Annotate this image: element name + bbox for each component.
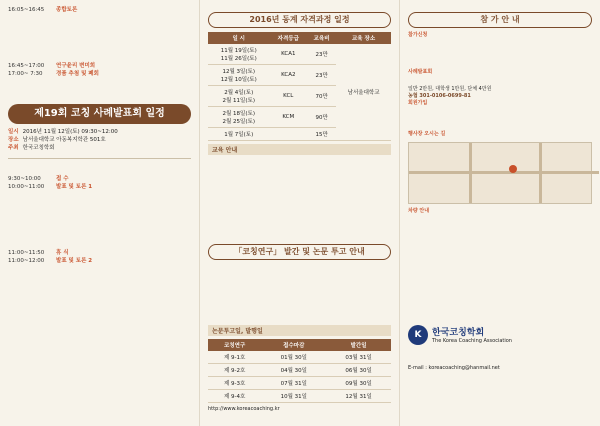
org-logo [408, 325, 592, 345]
directions-heading: 행사장 오시는 길 [408, 131, 446, 137]
table-row: 2월 4일(토) 2월 11일(토) KCL 70만 [208, 86, 391, 107]
session-row: 9:30~10:00 접 수 [8, 176, 69, 182]
email-link[interactable]: koreacoaching@hanmail.net [428, 365, 500, 371]
journal-title: 「코칭연구」 발간 및 논문 투고 안내 [208, 244, 391, 260]
t1-title: 종합토론 [56, 7, 78, 13]
t3-time: 17:00~ 7:30 [8, 71, 43, 77]
session-row: 11:00~11:50 휴 식 [8, 250, 69, 256]
t2-title: 연구윤리 변미희 [56, 63, 96, 69]
location-pin-icon [509, 165, 517, 173]
schedule-column [0, 0, 200, 426]
table-row: 제 9-1호 01월 30일 03월 31일 [208, 351, 391, 364]
presentation-heading: 사례발표회 [408, 69, 433, 75]
journal-sub-heading: 논문투고일, 발행일 [208, 325, 391, 336]
t3-title: 경품 추첨 및 폐회 [56, 71, 99, 77]
table-row: 11월 19일(토) 11월 26일(토) KCA1 23만 남서울대학교 [208, 44, 391, 65]
sessions-list [8, 165, 191, 265]
session-row: 11:00~12:00 발표 및 토론 2 [8, 258, 93, 264]
course-column [200, 0, 400, 426]
banner-title: 제19회 코칭 사례발표회 일정 [8, 104, 191, 124]
session-row: 10:00~11:00 발표 및 토론 1 [8, 184, 93, 190]
table-row: 제 9-4호 10월 31일 12월 31일 [208, 390, 391, 403]
table-row: 제 9-3호 07월 31일 09월 30일 [208, 377, 391, 390]
org-logo-icon: K [408, 325, 428, 345]
location-map[interactable] [408, 142, 592, 204]
apply-heading: 참가신청 [408, 32, 428, 38]
course-note-heading: 교육 안내 [208, 144, 391, 155]
event-info: 일시 2016년 11월 12일(토) 09:30~12:00 장소 남서울대학교 아동복지학관 501호 주최 한국코칭학회 [8, 129, 118, 151]
journal-table: 코칭연구 접수마감 발간일 제 9-1호 01월 30일 03월 31일 제 9-2호 04월 30일 06월 30일 제 9-3호 07월 31일 09월 30일 제 9-4호 10월 31일 12월 31일 [208, 339, 391, 403]
traffic-heading: 차량 안내 [408, 208, 430, 214]
course-title: 2016년 동계 자격과정 일정 [208, 12, 391, 28]
table-row: 12월 3일(토) 12월 10일(토) KCA2 23만 [208, 65, 391, 86]
info-column [400, 0, 600, 426]
account-text: 농협 301-0106-0699-81 [408, 93, 471, 99]
course-table: 일 시 자격등급 교육비 교육 장소 11월 19일(토) 11월 26일(토) KCA1 23만 남서울대학교 12월 3일(토) 12월 10일(토) KCA2 23만 2월 4일(토) 2월 11일(토) KCL 70만 2월 18일(토) 2월 25일(토) KCM 90만 1월 7일(토) 15만 [208, 32, 391, 141]
org-name-en: The Korea Coaching Association [432, 338, 512, 344]
t2-time: 16:45~17:00 [8, 63, 45, 69]
membership-heading: 회원가입 [408, 100, 428, 106]
email-label: E-mail : [408, 365, 427, 371]
t1-time: 16:05~16:45 [8, 7, 45, 13]
info-title: 참 가 안 내 [408, 12, 592, 28]
table-row: 1월 7일(토) 15만 [208, 128, 391, 141]
org-name: 한국코칭학회 [432, 328, 485, 338]
table-row: 2월 18일(토) 2월 25일(토) KCM 90만 [208, 107, 391, 128]
website-link[interactable]: http://www.koreacoaching.kr [208, 406, 280, 412]
fees-text: 일반 2만원, 대학생 1만원, 단체 4만원 [408, 86, 492, 92]
table-row: 제 9-2호 04월 30일 06월 30일 [208, 364, 391, 377]
